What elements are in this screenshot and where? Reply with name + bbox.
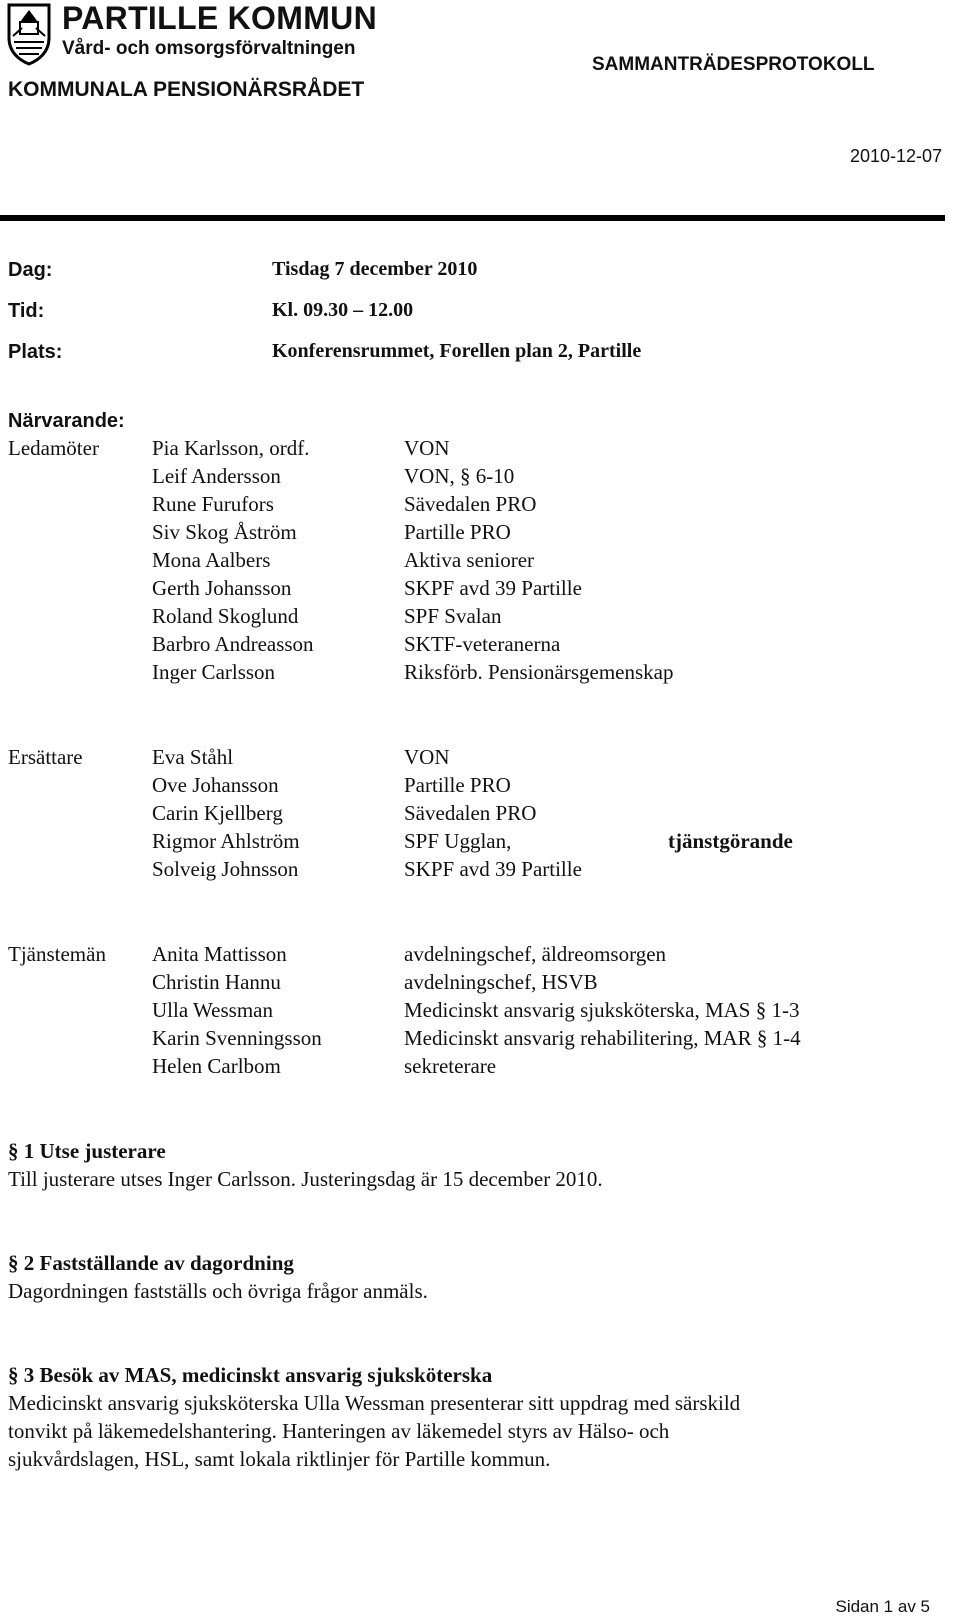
department-name: Vård- och omsorgsförvaltningen bbox=[62, 38, 356, 59]
document-date: 2010-12-07 bbox=[850, 146, 943, 166]
section-text: tonvikt på läkemedelshantering. Hanteringen av läkemedel styrs av Hälso- och bbox=[8, 1419, 670, 1443]
day-label: Dag: bbox=[8, 259, 53, 281]
substitute-note: tjänstgörande bbox=[668, 829, 793, 853]
member-name: Barbro Andreasson bbox=[152, 632, 314, 656]
substitute-name: Ove Johansson bbox=[152, 773, 279, 797]
section-text: Medicinskt ansvarig sjuksköterska Ulla Wessman presenterar sitt uppdrag med särskild bbox=[8, 1391, 741, 1415]
member-name: Siv Skog Åström bbox=[152, 520, 297, 544]
place-label: Plats: bbox=[8, 341, 63, 363]
official-role: avdelningschef, äldreomsorgen bbox=[404, 942, 667, 966]
member-name: Pia Karlsson, ordf. bbox=[152, 436, 310, 460]
present-label: Närvarande: bbox=[8, 410, 125, 432]
member-organization: SPF Svalan bbox=[404, 604, 502, 628]
substitute-organization: SPF Ugglan, bbox=[404, 829, 512, 853]
substitutes-label: Ersättare bbox=[8, 745, 83, 769]
member-organization: Aktiva seniorer bbox=[404, 548, 535, 572]
document-type: SAMMANTRÄDESPROTOKOLL bbox=[592, 54, 875, 75]
member-organization: Riksförb. Pensionärsgemenskap bbox=[404, 660, 674, 684]
section-text: Till justerare utses Inger Carlsson. Justeringsdag är 15 december 2010. bbox=[8, 1167, 603, 1191]
substitute-name: Rigmor Ahlström bbox=[152, 829, 300, 853]
member-name: Roland Skoglund bbox=[152, 604, 299, 628]
member-name: Rune Furufors bbox=[152, 492, 274, 516]
official-role: avdelningschef, HSVB bbox=[404, 970, 598, 994]
members-label: Ledamöter bbox=[8, 436, 99, 460]
member-organization: VON bbox=[404, 436, 450, 460]
substitute-name: Solveig Johnsson bbox=[152, 857, 299, 881]
official-name: Christin Hannu bbox=[152, 970, 281, 994]
time-label: Tid: bbox=[8, 300, 45, 322]
official-name: Ulla Wessman bbox=[152, 998, 273, 1022]
substitute-organization: Sävedalen PRO bbox=[404, 801, 537, 825]
member-organization: VON, § 6-10 bbox=[404, 464, 515, 488]
section-heading: § 2 Fastställande av dagordning bbox=[8, 1251, 294, 1275]
member-organization: SKPF avd 39 Partille bbox=[404, 576, 582, 600]
org-name: PARTILLE KOMMUN bbox=[62, 0, 377, 36]
officials-label: Tjänstemän bbox=[8, 942, 106, 966]
substitute-organization: SKPF avd 39 Partille bbox=[404, 857, 582, 881]
member-organization: Sävedalen PRO bbox=[404, 492, 537, 516]
substitute-organization: VON bbox=[404, 745, 450, 769]
member-name: Mona Aalbers bbox=[152, 548, 271, 572]
member-organization: SKTF-veteranerna bbox=[404, 632, 561, 656]
header-rule bbox=[0, 215, 945, 221]
section-text: Dagordningen fastställs och övriga frågor anmäls. bbox=[8, 1279, 428, 1303]
page-number: Sidan 1 av 5 bbox=[835, 1597, 930, 1616]
section-heading: § 3 Besök av MAS, medicinskt ansvarig sjuksköterska bbox=[8, 1363, 493, 1387]
official-role: sekreterare bbox=[404, 1054, 497, 1078]
member-name: Inger Carlsson bbox=[152, 660, 276, 684]
section-heading: § 1 Utse justerare bbox=[8, 1139, 166, 1163]
section-text: sjukvårdslagen, HSL, samt lokala riktlinjer för Partille kommun. bbox=[8, 1447, 551, 1471]
member-name: Leif Andersson bbox=[152, 464, 281, 488]
crest-icon bbox=[6, 2, 52, 66]
substitute-organization: Partille PRO bbox=[404, 773, 511, 797]
day-value: Tisdag 7 december 2010 bbox=[272, 258, 478, 280]
official-role: Medicinskt ansvarig rehabilitering, MAR § 1-4 bbox=[404, 1026, 801, 1050]
substitute-name: Carin Kjellberg bbox=[152, 801, 283, 825]
official-name: Helen Carlbom bbox=[152, 1054, 281, 1078]
substitute-name: Eva Ståhl bbox=[152, 745, 234, 769]
official-role: Medicinskt ansvarig sjuksköterska, MAS § 1-3 bbox=[404, 998, 800, 1022]
board-name: KOMMUNALA PENSIONÄRSRÅDET bbox=[8, 78, 365, 101]
time-value: Kl. 09.30 – 12.00 bbox=[272, 299, 414, 321]
member-organization: Partille PRO bbox=[404, 520, 511, 544]
member-name: Gerth Johansson bbox=[152, 576, 292, 600]
official-name: Karin Svenningsson bbox=[152, 1026, 322, 1050]
official-name: Anita Mattisson bbox=[152, 942, 287, 966]
place-value: Konferensrummet, Forellen plan 2, Partille bbox=[272, 340, 642, 362]
